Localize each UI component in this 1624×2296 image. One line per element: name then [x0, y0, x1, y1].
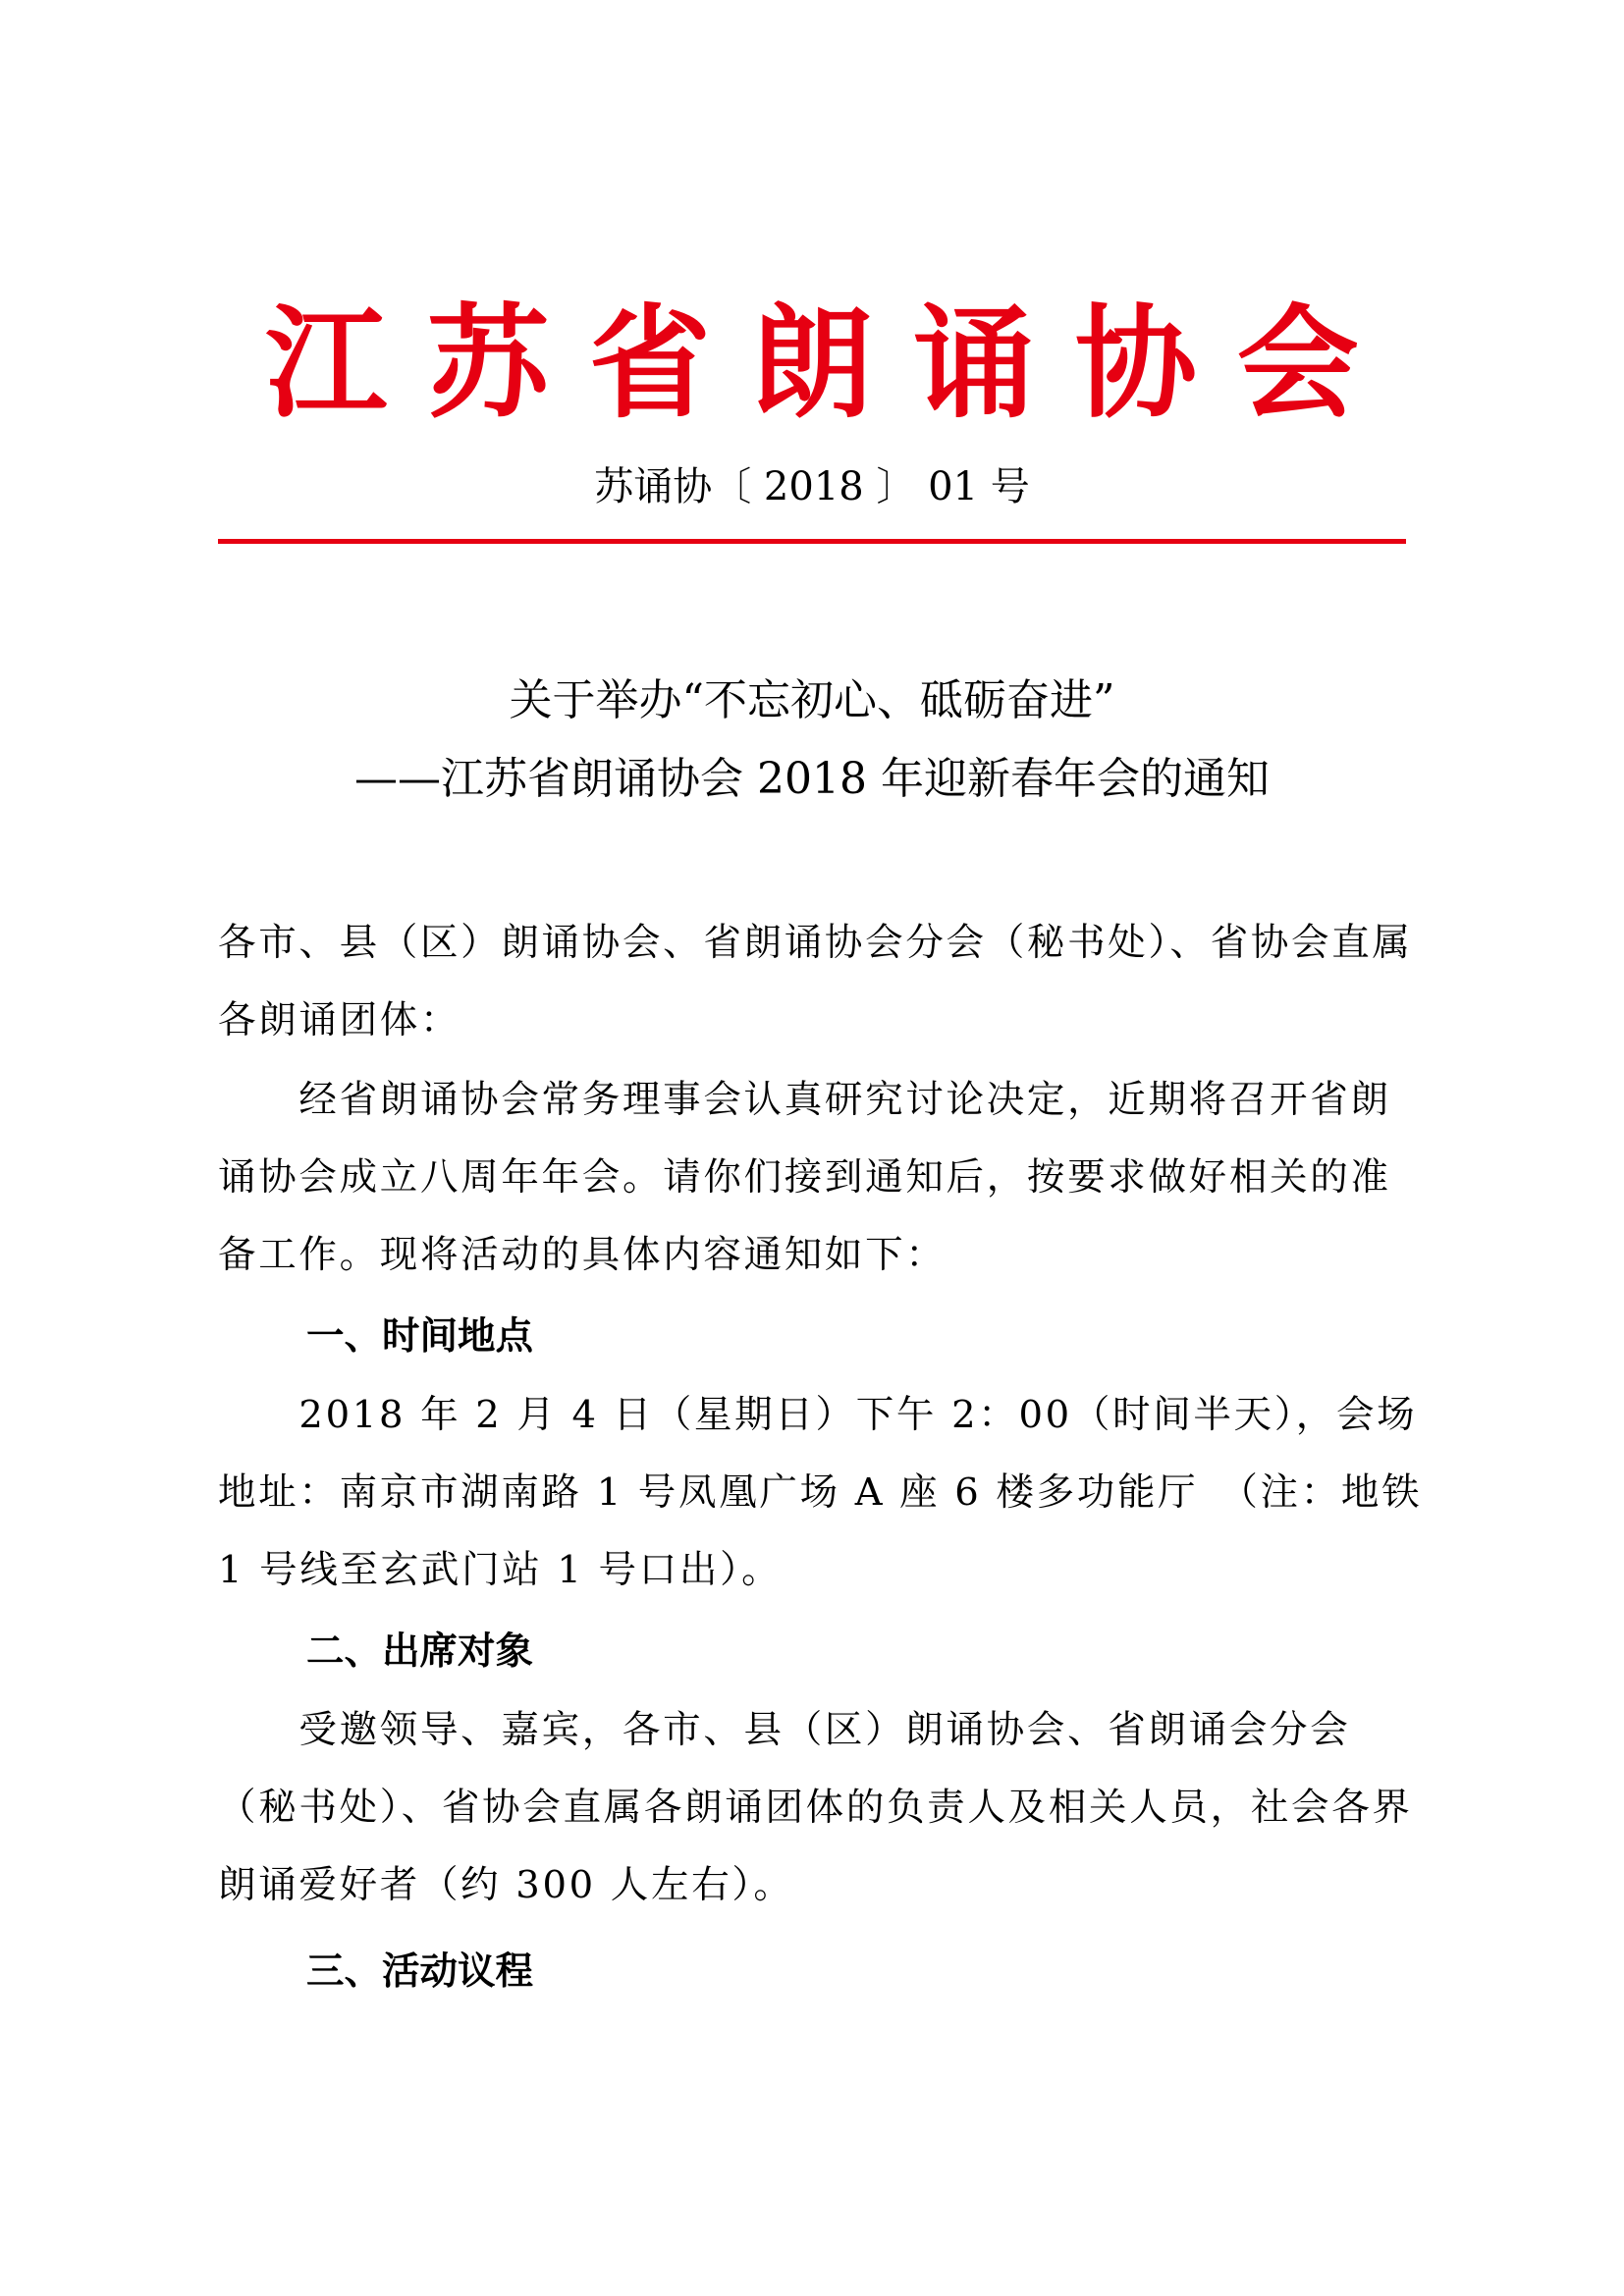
- intro-paragraph: 经省朗诵协会常务理事会认真研究讨论决定，近期将召开省朗诵协会成立八周年年会。请你们接到通知后，按要求做好相关的准备工作。现将活动的具体内容通知如下：: [218, 1078, 1391, 1277]
- red-divider-line: [218, 539, 1406, 544]
- section-heading-agenda: 三、活动议程: [306, 1949, 534, 1994]
- notice-subtitle: ——江苏省朗诵协会 2018 年迎新春年会的通知: [354, 754, 1270, 804]
- section-heading-time-place: 一、时间地点: [306, 1314, 534, 1359]
- organization-header: 江苏省朗诵协会: [265, 294, 1399, 435]
- section-text-time-place: 2018 年 2 月 4 日（星期日）下午 2：00（时间半天），会场地址：南京市湖南路 1 号凤凰广场 A 座 6 楼多功能厅 （注：地铁 1 号线至玄武门站 1 号口出）。: [218, 1393, 1423, 1592]
- section-text-attendees: 受邀领导、嘉宾，各市、县（区）朗诵协会、省朗诵会分会（秘书处）、省协会直属各朗诵团体的负责人及相关人员，社会各界朗诵爱好者（约 300 人左右）。: [218, 1708, 1413, 1907]
- section-heading-attendees: 二、出席对象: [306, 1629, 534, 1674]
- document-number: 苏诵协〔 2018 〕 01 号: [594, 464, 1030, 509]
- addressee: 各市、县（区）朗诵协会、省朗诵协会分会（秘书处）、省协会直属各朗诵团体：: [218, 921, 1413, 1042]
- notice-title: 关于举办“不忘初心、砥砺奋进”: [509, 675, 1115, 725]
